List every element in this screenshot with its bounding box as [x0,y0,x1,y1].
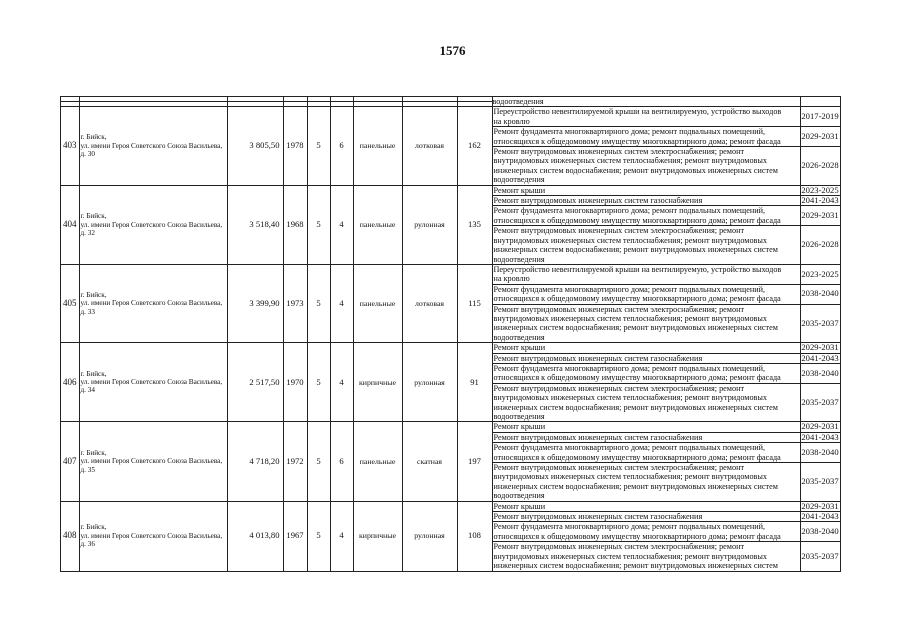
entrance-count: 6 [330,422,353,501]
work-line: инженерных систем водоснабжения; ремонт внутридомовых инженерных систем [493,402,778,412]
work-line: относящихся к общедомовому имуществу многоквартирного дома; ремонт фасада [493,215,781,225]
work-period: 2035-2037 [800,383,840,422]
wall-material: панельные [353,107,402,185]
work-period: 2023-2025 [800,264,840,284]
table-row [61,185,841,195]
table-row [61,107,841,127]
work-period: 2038-2040 [800,522,840,542]
work-description [492,264,800,284]
address-line: г. Бийск, [80,369,107,378]
floor-count: 5 [307,343,330,422]
work-line: Ремонт крыши [493,185,546,195]
building-address [79,343,227,422]
work-line: относящихся к общедомовому имуществу многоквартирного дома; ремонт фасада [493,452,781,462]
work-description [492,127,800,147]
address-line: г. Бийск, [80,290,107,299]
wall-material: панельные [353,264,402,342]
work-line: инженерных систем водоснабжения; ремонт внутридомовых инженерных систем [493,165,778,175]
work-description [492,363,800,383]
work-description [492,206,800,226]
work-line: на кровлю [493,116,530,126]
address-line: д. 35 [80,465,95,474]
address-line: д. 30 [80,150,95,159]
floor-count: 5 [307,185,330,264]
work-description [492,463,800,502]
apartment-count: 162 [457,107,492,185]
building-area: 4 718,20 [227,422,283,501]
work-line: Ремонт внутридомовых инженерных систем газоснабжения [493,512,703,522]
address-line: д. 33 [80,307,95,316]
building-area: 4 013,80 [227,501,283,571]
work-line: Ремонт фундамента многоквартирного дома; ремонт подвальных помещений, [493,443,766,453]
work-line: Ремонт внутридомовых инженерных систем газоснабжения [493,196,703,206]
work-line: Ремонт фундамента многоквартирного дома; ремонт подвальных помещений, [493,127,766,137]
work-line: Ремонт внутридомовых инженерных систем электроснабжения; ремонт [493,383,745,393]
floor-count: 5 [307,264,330,342]
building-address [79,107,227,185]
work-period: 2035-2037 [800,463,840,502]
table-row [61,264,841,284]
work-description [492,185,800,195]
building-number: 406 [61,343,80,422]
apartment-count: 197 [457,422,492,501]
work-period: 2026-2028 [800,147,840,186]
floor-count: 5 [307,501,330,571]
work-description [492,284,800,304]
work-line: инженерных систем водоснабжения; ремонт внутридомовых инженерных систем [493,245,778,255]
commission-year: 1968 [283,185,307,264]
building-address [79,264,227,342]
work-description [492,501,800,511]
work-line: инженерных систем водоснабжения; ремонт внутридомовых инженерных систем [493,561,778,571]
roof-type: лотковая [402,107,457,185]
address-line: д. 34 [80,386,95,395]
work-line: Ремонт фундамента многоквартирного дома; ремонт подвальных помещений, [493,363,766,373]
address-line: ул. имени Героя Советского Союза Васильева, [80,378,223,387]
work-period: 2038-2040 [800,363,840,383]
table-body [61,97,841,572]
address-line: ул. имени Героя Советского Союза Васильева, [80,531,223,540]
work-line: внутридомовых инженерных систем теплоснабжения; ремонт внутридомовых [493,313,768,323]
address-line: д. 32 [80,228,95,237]
building-area: 3 399,90 [227,264,283,342]
address-line: г. Бийск, [80,133,107,142]
work-line: относящихся к общедомовому имуществу многоквартирного дома; ремонт фасада [493,294,781,304]
work-period: 2041-2043 [801,432,839,442]
address-line: ул. имени Героя Советского Союза Васильева, [80,299,223,308]
work-description [492,422,800,432]
entrance-count: 4 [330,343,353,422]
work-line: Ремонт внутридомовых инженерных систем газоснабжения [493,353,703,363]
address-line: ул. имени Героя Советского Союза Васильева, [80,457,223,466]
work-period: 2029-2031 [801,501,839,511]
work-line: внутридомовых инженерных систем теплоснабжения; ремонт внутридомовых [493,156,768,166]
work-line: внутридомовых инженерных систем теплоснабжения; ремонт внутридомовых [493,472,768,482]
work-period: 2029-2031 [800,206,840,226]
work-period: 2041-2043 [801,353,839,363]
commission-year: 1970 [283,343,307,422]
work-description [492,107,800,127]
work-line: Ремонт внутридомовых инженерных систем электроснабжения; ремонт [493,304,745,314]
address-line: г. Бийск, [80,212,107,221]
work-line: водоотведения [493,175,545,185]
table-row [61,343,841,353]
work-line: внутридомовых инженерных систем теплоснабжения; ремонт внутридомовых [493,393,768,403]
building-number: 407 [61,422,80,501]
work-description [492,432,800,442]
address-line: д. 36 [80,540,95,549]
work-line: Переустройство невентилируемой крыши на вентилируемую, устройство выходов [493,264,782,274]
roof-type: рулонная [402,501,457,571]
work-line: Переустройство невентилируемой крыши на вентилируемую, устройство выходов [493,107,782,117]
work-line: Ремонт фундамента многоквартирного дома; ремонт подвальных помещений, [493,206,766,216]
entrance-count: 4 [330,185,353,264]
building-area: 3 805,50 [227,107,283,185]
building-number: 408 [61,501,80,571]
work-line: относящихся к общедомовому имуществу многоквартирного дома; ремонт фасада [493,531,781,541]
page-number: 1576 [439,43,466,58]
roof-type: скатная [402,422,457,501]
work-period: 2035-2037 [800,304,840,343]
building-address [79,422,227,501]
work-period: 2038-2040 [800,443,840,463]
work-period: 2026-2028 [800,226,840,265]
building-number: 403 [61,107,80,185]
carry-over-text: водоотведения [492,97,800,107]
work-period: 2029-2031 [801,421,839,432]
address-line: г. Бийск, [80,523,107,532]
work-description [492,343,800,353]
work-line: водоотведения [493,332,545,342]
entrance-count: 6 [330,107,353,185]
commission-year: 1978 [283,107,307,185]
roof-type: рулонная [402,343,457,422]
work-line: внутридомовых инженерных систем теплоснабжения; ремонт внутридомовых [493,551,768,561]
work-line: Ремонт крыши [493,501,546,511]
apartment-count: 115 [457,264,492,342]
work-description [492,512,800,522]
work-line: Ремонт внутридомовых инженерных систем электроснабжения; ремонт [493,463,745,473]
work-line: Ремонт крыши [493,422,546,432]
work-line: относящихся к общедомовому имуществу многоквартирного дома; ремонт фасада [493,136,781,146]
work-line: Ремонт внутридомовых инженерных систем электроснабжения; ремонт [493,226,745,236]
work-period: 2038-2040 [800,284,840,304]
roof-type: рулонная [402,185,457,264]
floor-count: 5 [307,107,330,185]
work-description [492,226,800,265]
work-description [492,443,800,463]
work-line: инженерных систем водоснабжения; ремонт внутридомовых инженерных систем [493,323,778,333]
work-line: водоотведения [493,254,545,264]
work-line: водоотведения [493,491,545,501]
work-description [492,353,800,363]
work-line: Ремонт фундамента многоквартирного дома; ремонт подвальных помещений, [493,284,766,294]
entrance-count: 4 [330,264,353,342]
address-line: ул. имени Героя Советского Союза Васильева, [80,141,223,150]
work-line: Ремонт внутридомовых инженерных систем газоснабжения [493,432,703,442]
commission-year: 1973 [283,264,307,342]
work-period: 2035-2037 [800,542,840,571]
work-period: 2029-2031 [800,127,840,147]
work-line: водоотведения [493,412,545,421]
building-address [79,185,227,264]
work-period: 2041-2043 [801,511,839,522]
building-number: 404 [61,185,80,264]
entrance-count: 4 [330,501,353,571]
work-line: Ремонт фундамента многоквартирного дома; ремонт подвальных помещений, [493,522,766,532]
work-description [492,522,800,542]
commission-year: 1967 [283,501,307,571]
work-description [492,304,800,343]
table-row [61,422,841,432]
apartment-count: 91 [457,343,492,422]
work-period: 2029-2031 [801,342,839,353]
work-description [492,196,800,206]
wall-material: панельные [353,422,402,501]
wall-material: панельные [353,185,402,264]
roof-type: лотковая [402,264,457,342]
work-line: внутридомовых инженерных систем теплоснабжения; ремонт внутридомовых [493,235,768,245]
commission-year: 1972 [283,422,307,501]
work-line: на кровлю [493,274,530,284]
wall-material: кирпичные [353,501,402,571]
apartment-count: 135 [457,185,492,264]
work-period: 2041-2043 [801,195,839,206]
work-description [492,542,800,571]
work-line: инженерных систем водоснабжения; ремонт внутридомовых инженерных систем [493,481,778,491]
address-line: ул. имени Героя Советского Союза Васильева, [80,220,223,229]
apartment-count: 108 [457,501,492,571]
work-line: Ремонт внутридомовых инженерных систем электроснабжения; ремонт [493,147,745,157]
work-line: Ремонт внутридомовых инженерных систем электроснабжения; ремонт [493,542,745,552]
work-description [492,383,800,422]
building-area: 2 517,50 [227,343,283,422]
building-address [79,501,227,571]
work-period: 2017-2019 [800,107,840,127]
building-number: 405 [61,264,80,342]
work-description [492,147,800,186]
work-period: 2023-2025 [801,185,839,195]
work-line: Ремонт крыши [493,343,546,353]
address-line: г. Бийск, [80,448,107,457]
building-area: 3 518,40 [227,185,283,264]
floor-count: 5 [307,422,330,501]
repair-program-table [60,96,841,572]
table-row [61,501,841,511]
wall-material: кирпичные [353,343,402,422]
work-line: относящихся к общедомовому имуществу многоквартирного дома; ремонт фасада [493,373,781,383]
